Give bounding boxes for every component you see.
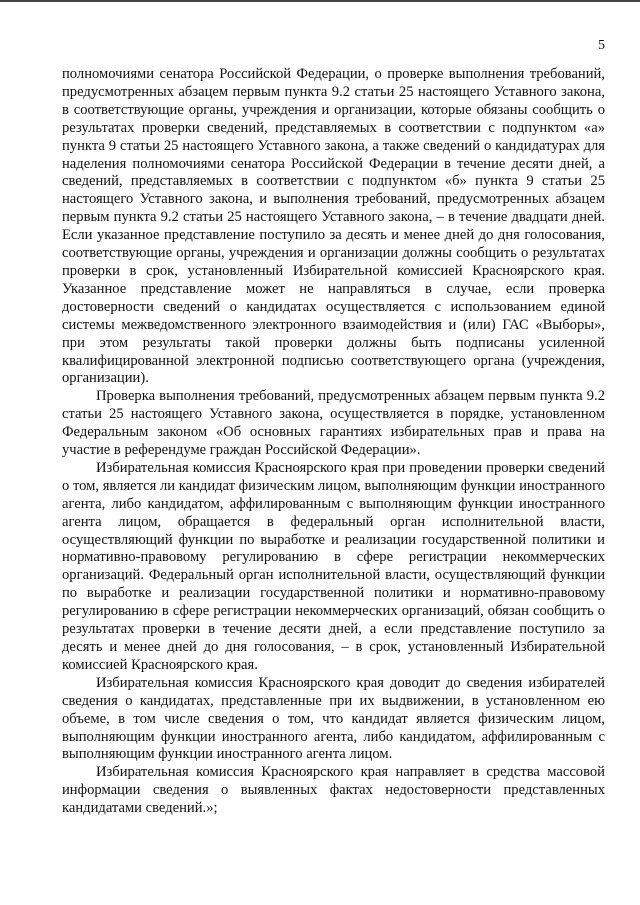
document-body	[62, 66, 605, 818]
paragraph-4: Избирательная комиссия Красноярского края доводит до сведения избирателей сведения о кандидатах, представленные при их выдвижении, в установленном ею объеме, в том числе сведения о том, что кандидат является физическим лицом, выполняющим функции иностранного агента, либо кандидатом, аффилированным с выполняющим функции иностранного агента лицом.	[62, 674, 605, 763]
paragraph-3: Избирательная комиссия Красноярского края при проведении проверки сведений о том, является ли кандидат физическим лицом, выполняющим функции иностранного агента, либо кандидатом, аффилированным с выполняющим функции иностранного агента лицом, обращается в федеральный орган исполнительной власти, осуществляющий функции по выработке и реализации государственной политики и нормативно-правовому регулированию в сфере регистрации некоммерческих организаций. Федеральный орган исполнительной власти, осуществляющий функции по выработке и реализации государственной политики и нормативно-правовому регулированию в сфере регистрации некоммерческих организаций, обязан сообщить о результатах проверки в течение десяти дней, а если представление поступило за десять и менее дней до дня голосования, – в срок, установленный Избирательной комиссией Красноярского края.	[62, 459, 605, 673]
paragraph-2: Проверка выполнения требований, предусмотренных абзацем первым пункта 9.2 статьи 25 настоящего Уставного закона, осуществляется в порядке, установленном Федеральным законом «Об основных гарантиях избирательных прав и права на участие в референдуме граждан Российской Федерации».	[62, 388, 605, 459]
paragraph-5: Избирательная комиссия Красноярского края направляет в средства массовой информации сведения о выявленных фактах недостоверности представленных кандидатами сведений.»;	[62, 764, 605, 817]
page-number: 5	[598, 38, 605, 53]
scan-top-border	[0, 0, 640, 2]
paragraph-1-continuation: полномочиями сенатора Российской Федерации, о проверке выполнения требований, предусмотренных абзацем первым пункта 9.2 статьи 25 настоящего Уставного закона, в соответствующие органы, учреждения и организации, которые обязаны сообщить о результатах проверки сведений, представляемых в соответствии с подпунктом «а» пункта 9 статьи 25 настоящего Уставного закона, а также сведений о кандидатурах для наделения полномочиями сенатора Российской Федерации в течение десяти дней, а сведений, представляемых в соответствии с подпунктом «б» пункта 9 статьи 25 настоящего Уставного закона, и выполнения требований, предусмотренных абзацем первым пункта 9.2 статьи 25 настоящего Уставного закона, – в течение двадцати дней. Если указанное представление поступило за десять и менее дней до дня голосования, соответствующие органы, учреждения и организации должны сообщить о результатах проверки в срок, установленный Избирательной комиссией Красноярского края. Указанное представление может не направляться в случае, если проверка достоверности сведений о кандидатах осуществляется с использованием единой системы межведомственного электронного взаимодействия и (или) ГАС «Выборы», при этом результаты такой проверки должны быть подписаны усиленной квалифицированной электронной подписью соответствующего органа (учреждения, организации).	[62, 66, 605, 387]
